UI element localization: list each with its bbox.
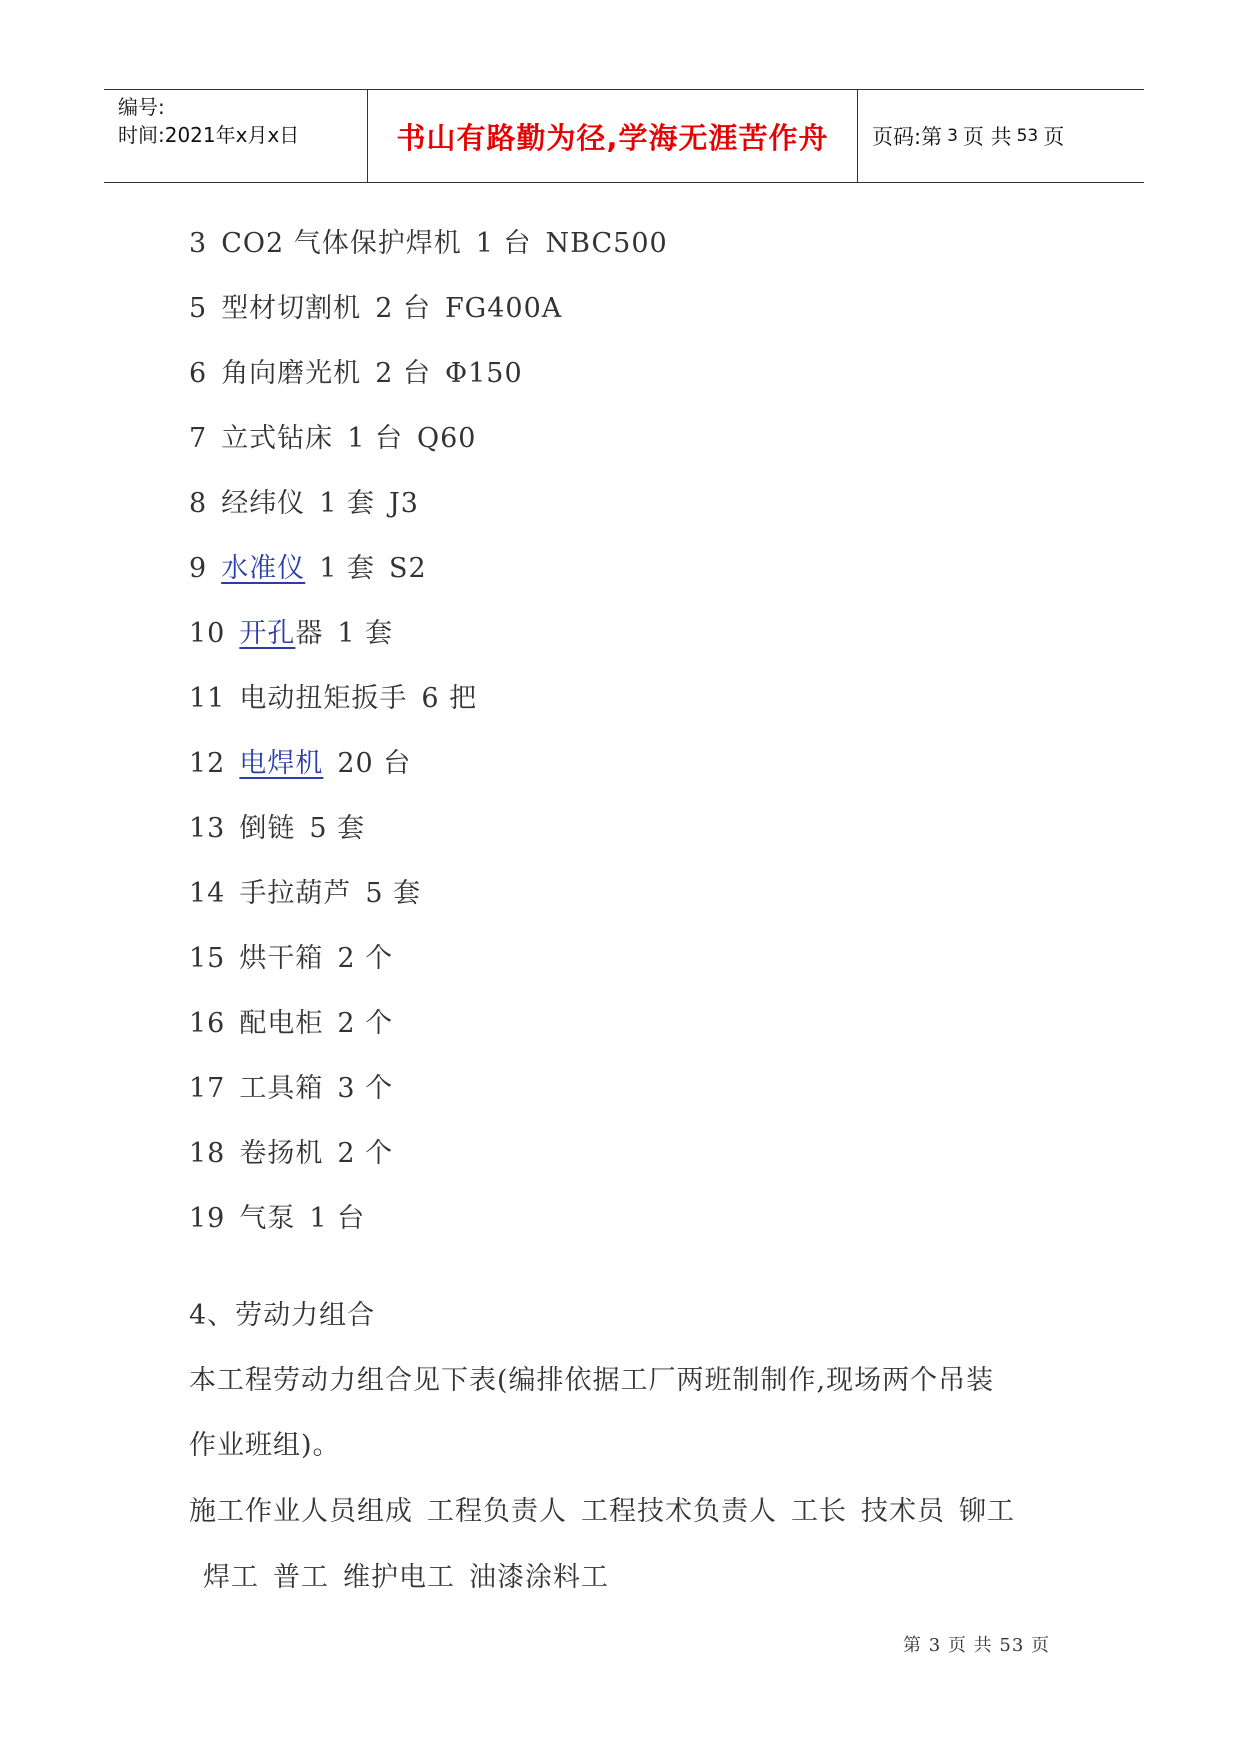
item-model: Q60	[416, 423, 477, 454]
item-model: J3	[388, 488, 419, 519]
equipment-item	[189, 291, 576, 327]
item-quantity: 20 台	[337, 748, 412, 779]
item-quantity: 1 套	[319, 488, 375, 519]
item-model: FG400A	[444, 293, 563, 324]
equipment-item	[189, 876, 435, 912]
equipment-item	[189, 1136, 407, 1172]
item-number: 15	[189, 943, 226, 974]
item-quantity: 2 个	[337, 943, 394, 974]
equipment-item	[189, 226, 682, 262]
item-number: 10	[189, 618, 226, 649]
paragraph-line-2: 作业班组)。	[189, 1430, 341, 1461]
item-number: 11	[189, 683, 226, 714]
item-number: 14	[189, 878, 226, 909]
staff-role: 技术员	[861, 1496, 945, 1527]
header-page-num: 3	[947, 126, 958, 146]
item-number: 3	[189, 228, 208, 259]
time-label: 时间:2021年x月x日	[118, 123, 300, 147]
item-number: 17	[189, 1073, 226, 1104]
staff-line-1	[189, 1494, 1029, 1530]
staff-role: 焊工	[203, 1562, 259, 1593]
item-number: 6	[189, 358, 208, 389]
paragraph-line-1: 本工程劳动力组合见下表(编排依据工厂两班制制作,现场两个吊装	[189, 1365, 995, 1396]
item-number: 13	[189, 813, 226, 844]
item-name: CO2 气体保护焊机	[221, 228, 462, 259]
item-number: 18	[189, 1138, 226, 1169]
footer-page-num: 3	[928, 1635, 942, 1656]
item-quantity: 5 套	[309, 813, 366, 844]
equipment-item	[189, 681, 491, 717]
item-number: 8	[189, 488, 208, 519]
staff-role: 施工作业人员组成	[189, 1496, 413, 1527]
header-page-prefix: 页码:第	[872, 125, 943, 149]
equipment-item	[189, 551, 441, 587]
item-name: 手拉葫芦	[239, 878, 352, 909]
item-quantity: 3 个	[337, 1073, 394, 1104]
item-name: 型材切割机	[221, 293, 362, 324]
item-name: 倒链	[239, 813, 296, 844]
item-link[interactable]: 电焊机	[239, 748, 324, 779]
equipment-item	[189, 811, 379, 847]
item-name: 立式钻床	[221, 423, 334, 454]
staff-role: 工长	[791, 1496, 847, 1527]
item-name: 工具箱	[239, 1073, 324, 1104]
equipment-item	[189, 421, 490, 457]
item-number: 19	[189, 1203, 226, 1234]
item-number: 7	[189, 423, 208, 454]
item-quantity: 2 个	[337, 1138, 394, 1169]
footer-total: 53	[999, 1635, 1025, 1656]
item-number: 16	[189, 1008, 226, 1039]
item-model: Φ150	[444, 358, 523, 389]
staff-line-2	[203, 1560, 623, 1596]
page-header	[104, 89, 1144, 183]
item-quantity: 2 台	[375, 358, 431, 389]
item-number: 9	[189, 553, 208, 584]
item-name: 经纬仪	[221, 488, 306, 519]
item-quantity: 2 个	[337, 1008, 394, 1039]
item-name: 气泵	[239, 1203, 296, 1234]
header-page-info	[858, 90, 1144, 182]
item-model: S2	[388, 553, 427, 584]
item-quantity: 1 台	[475, 228, 532, 259]
item-link[interactable]: 水准仪	[221, 553, 306, 584]
page-footer	[903, 1631, 1050, 1657]
item-name: 卷扬机	[239, 1138, 324, 1169]
header-motto: 书山有路勤为径,学海无涯苦作舟	[368, 90, 858, 182]
item-name: 配电柜	[239, 1008, 324, 1039]
serial-label: 编号:	[118, 95, 165, 119]
staff-role: 工程负责人	[427, 1496, 567, 1527]
item-quantity: 1 台	[347, 423, 403, 454]
header-page-mid: 页 共	[962, 125, 1012, 149]
staff-role: 工程技术负责人	[581, 1496, 777, 1527]
footer-mid: 页 共	[947, 1635, 993, 1656]
section-heading: 4、劳动力组合	[189, 1300, 376, 1331]
item-number: 12	[189, 748, 226, 779]
header-meta	[104, 90, 368, 182]
equipment-item	[189, 1071, 407, 1107]
item-name: 角向磨光机	[221, 358, 362, 389]
item-quantity: 6 把	[421, 683, 478, 714]
footer-prefix: 第	[903, 1635, 922, 1656]
equipment-item	[189, 1201, 379, 1237]
staff-role: 维护电工	[343, 1562, 455, 1593]
item-name: 烘干箱	[239, 943, 324, 974]
item-quantity: 1 套	[319, 553, 375, 584]
item-quantity: 5 套	[365, 878, 422, 909]
item-name-suffix: 器	[295, 618, 324, 649]
equipment-item	[189, 941, 407, 977]
staff-role: 普工	[273, 1562, 329, 1593]
item-model: NBC500	[545, 228, 668, 259]
item-quantity: 1 套	[337, 618, 394, 649]
header-page-total: 53	[1016, 126, 1039, 146]
item-name: 电动扭矩扳手	[239, 683, 408, 714]
staff-role: 铆工	[959, 1496, 1015, 1527]
equipment-item	[189, 486, 433, 522]
equipment-item	[189, 746, 425, 782]
item-quantity: 2 台	[375, 293, 431, 324]
item-link[interactable]: 开孔	[239, 618, 296, 649]
footer-suffix: 页	[1031, 1635, 1051, 1656]
item-number: 5	[189, 293, 208, 324]
staff-role: 油漆涂料工	[469, 1562, 609, 1593]
equipment-item	[189, 616, 407, 652]
equipment-item	[189, 356, 537, 392]
item-quantity: 1 台	[309, 1203, 366, 1234]
equipment-item	[189, 1006, 407, 1042]
header-page-suffix: 页	[1043, 125, 1065, 149]
